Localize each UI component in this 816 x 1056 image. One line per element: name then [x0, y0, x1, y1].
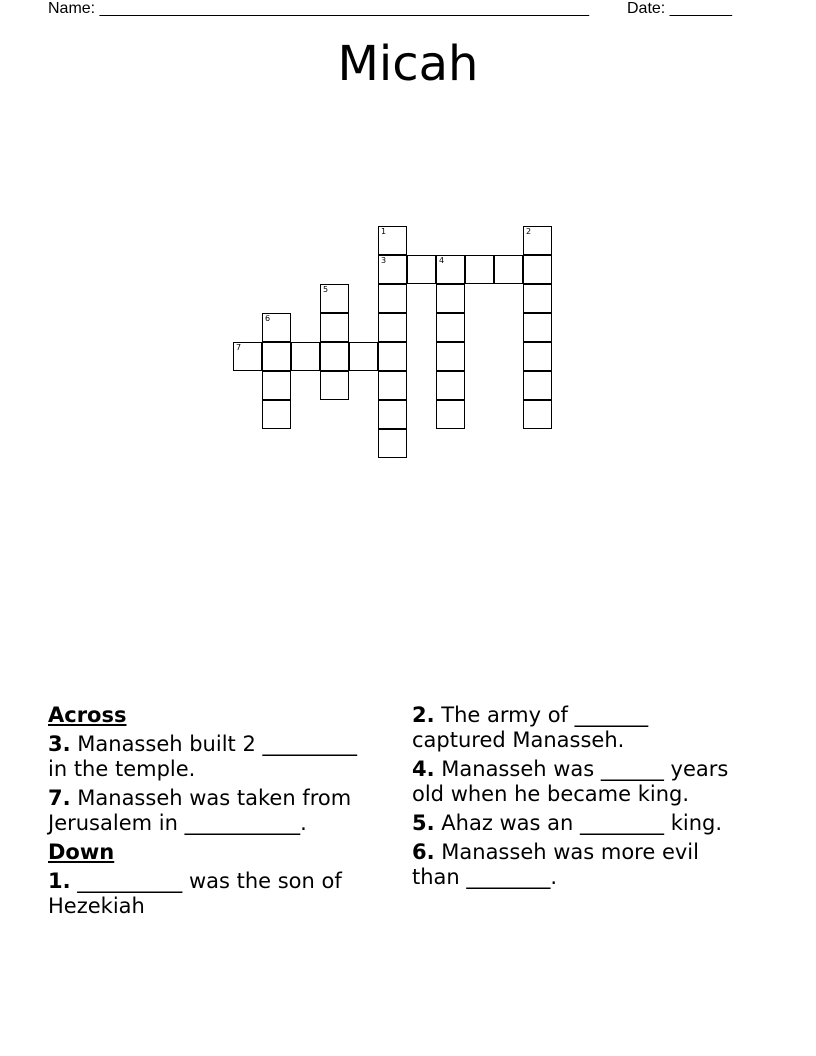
- crossword-cell[interactable]: [523, 313, 552, 342]
- clue-number: 3.: [48, 732, 71, 756]
- clues-left-column: [48, 703, 378, 923]
- across-heading: Across: [48, 703, 127, 727]
- name-line: Name: _______________________________________________________: [48, 0, 589, 17]
- cell-number: 1: [381, 227, 387, 236]
- crossword-cell[interactable]: [233, 342, 262, 371]
- crossword-cell[interactable]: [436, 371, 465, 400]
- crossword-cell[interactable]: [523, 255, 552, 284]
- crossword-cell[interactable]: [407, 255, 436, 284]
- crossword-cell[interactable]: [436, 400, 465, 429]
- clue-across-7: [48, 786, 378, 836]
- crossword-cell[interactable]: [262, 400, 291, 429]
- clue-down-6: [412, 840, 742, 890]
- page-title: Micah: [337, 36, 479, 92]
- clue-text: Manasseh was ______ years old when he became king.: [412, 757, 729, 806]
- clue-down-4: [412, 757, 742, 807]
- clue-number: 5.: [412, 811, 435, 835]
- clue-number: 4.: [412, 757, 435, 781]
- clue-text: Ahaz was an ________ king.: [434, 811, 723, 835]
- crossword-cell[interactable]: [320, 313, 349, 342]
- crossword-cell[interactable]: [262, 313, 291, 342]
- crossword-cell[interactable]: [320, 371, 349, 400]
- clue-down-1: [48, 869, 378, 919]
- cell-number: 7: [236, 343, 242, 352]
- crossword-cell[interactable]: [378, 429, 407, 458]
- crossword-cell[interactable]: [378, 371, 407, 400]
- crossword-cell[interactable]: [436, 284, 465, 313]
- clue-text: The army of _______ captured Manasseh.: [412, 703, 649, 752]
- crossword-cell[interactable]: [523, 284, 552, 313]
- crossword-cell[interactable]: [523, 342, 552, 371]
- cell-number: 3: [381, 256, 387, 265]
- clue-number: 1.: [48, 869, 71, 893]
- cell-number: 5: [323, 285, 329, 294]
- cell-number: 2: [526, 227, 532, 236]
- clue-text: Manasseh built 2 _________ in the temple.: [48, 732, 357, 781]
- clue-across-3: [48, 732, 378, 782]
- clue-number: 2.: [412, 703, 435, 727]
- crossword-cell[interactable]: [378, 255, 407, 284]
- crossword-cell[interactable]: [378, 226, 407, 255]
- crossword-cell[interactable]: [291, 342, 320, 371]
- crossword-cell[interactable]: [436, 313, 465, 342]
- cell-number: 6: [265, 314, 271, 323]
- down-heading: Down: [48, 840, 115, 864]
- crossword-cell[interactable]: [378, 313, 407, 342]
- crossword-cell[interactable]: [436, 342, 465, 371]
- crossword-cell[interactable]: [523, 371, 552, 400]
- clue-text: __________ was the son of Hezekiah: [48, 869, 342, 918]
- clue-down-5: [412, 811, 742, 836]
- crossword-cell[interactable]: [436, 255, 465, 284]
- clues-right-column: [412, 703, 742, 894]
- cell-number: 4: [439, 256, 445, 265]
- clue-number: 7.: [48, 786, 71, 810]
- crossword-cell[interactable]: [378, 342, 407, 371]
- clue-down-2: [412, 703, 742, 753]
- clue-number: 6.: [412, 840, 435, 864]
- crossword-cell[interactable]: [349, 342, 378, 371]
- crossword-cell[interactable]: [262, 371, 291, 400]
- clue-text: Manasseh was more evil than ________.: [412, 840, 699, 889]
- crossword-cell[interactable]: [523, 400, 552, 429]
- crossword-cell[interactable]: [320, 342, 349, 371]
- crossword-cell[interactable]: [523, 226, 552, 255]
- crossword-cell[interactable]: [262, 342, 291, 371]
- crossword-cell[interactable]: [494, 255, 523, 284]
- clue-text: Manasseh was taken from Jerusalem in ___________.: [48, 786, 352, 835]
- crossword-cell[interactable]: [465, 255, 494, 284]
- crossword-cell[interactable]: [378, 284, 407, 313]
- crossword-cell[interactable]: [378, 400, 407, 429]
- crossword-cell[interactable]: [320, 284, 349, 313]
- date-line: Date: _______: [627, 0, 732, 17]
